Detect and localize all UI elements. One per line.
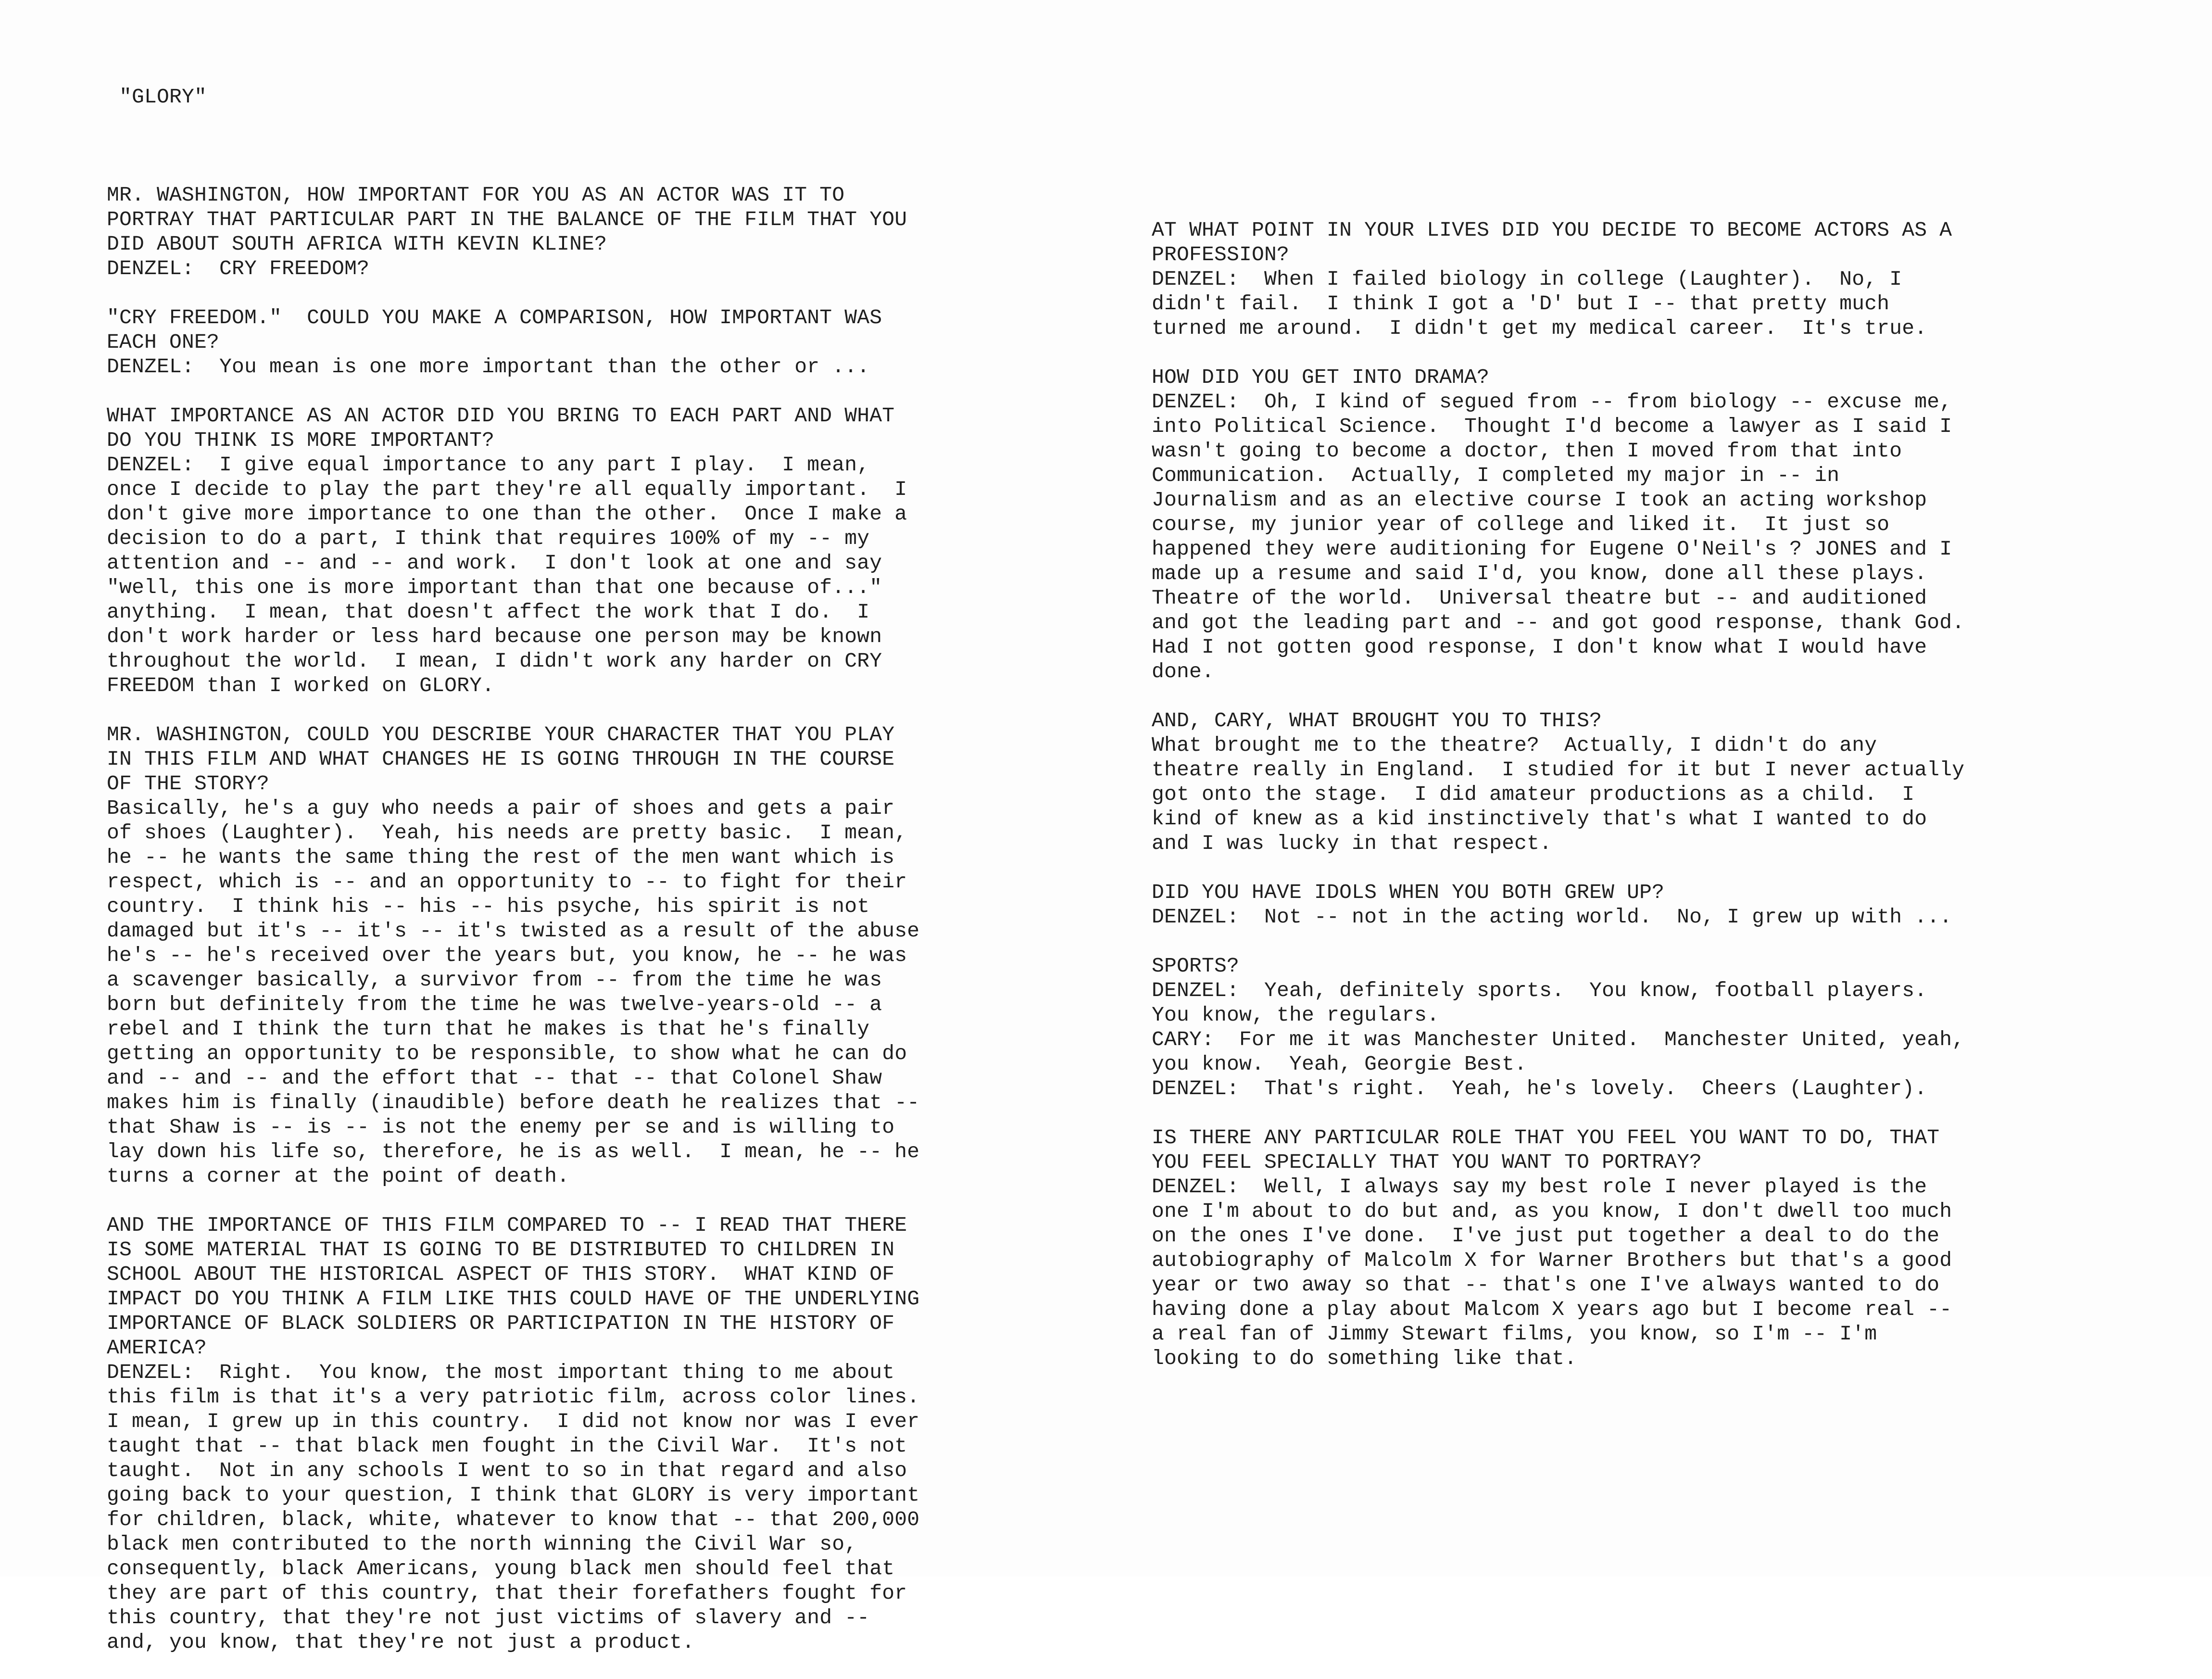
text-line: IS SOME MATERIAL THAT IS GOING TO BE DISTRIBUTED TO CHILDREN IN [107,1238,895,1262]
text-line: DENZEL: You mean is one more important than the other or ... [107,355,870,379]
text-line: turns a corner at the point of death. [107,1164,570,1188]
text-line: he's -- he's received over the years but, you know, he -- he was [107,944,907,967]
text-line: black men contributed to the north winning the Civil War so, [107,1532,857,1556]
text-line: Journalism and as an elective course I took an acting workshop [1152,488,1927,512]
text-line: DENZEL: Yeah, definitely sports. You know, football players. [1152,979,1927,1002]
text-line: looking to do something like that. [1152,1347,1577,1370]
text-line: into Political Science. Thought I'd become a lawyer as I said I [1152,415,1952,438]
qa-block [1152,880,1964,929]
text-line: this country, that they're not just victims of slavery and -- [107,1606,870,1629]
text-line: "well, this one is more important than that one because of..." [107,576,882,599]
text-line: DENZEL: Oh, I kind of segued from -- from biology -- excuse me, [1152,390,1952,414]
text-line: and got the leading part and -- and got good response, thank God. [1152,611,1965,634]
text-line: MR. WASHINGTON, HOW IMPORTANT FOR YOU AS AN ACTOR WAS IT TO [107,183,845,207]
text-line: FREEDOM than I worked on GLORY. [107,674,495,697]
text-line: MR. WASHINGTON, COULD YOU DESCRIBE YOUR CHARACTER THAT YOU PLAY [107,723,895,746]
text-line: DENZEL: Right. You know, the most important thing to me about [107,1361,895,1384]
text-line: SCHOOL ABOUT THE HISTORICAL ASPECT OF THIS STORY. WHAT KIND OF [107,1262,895,1286]
text-line: on the ones I've done. I've just put together a deal to do the [1152,1224,1940,1248]
text-line: SPORTS? [1152,954,1240,978]
text-line: EACH ONE? [107,330,220,354]
text-line: once I decide to play the part they're all equally important. I [107,478,907,501]
text-line: for children, black, white, whatever to know that -- that 200,000 [107,1508,920,1531]
text-line: DO YOU THINK IS MORE IMPORTANT? [107,429,495,452]
text-line: course, my junior year of college and liked it. It just so [1152,513,1890,536]
text-line: DENZEL: That's right. Yeah, he's lovely. Cheers (Laughter). [1152,1077,1927,1100]
text-line: anything. I mean, that doesn't affect the work that I do. I [107,600,870,624]
text-line: don't work harder or less hard because one person may be known [107,625,882,648]
qa-block [107,1213,919,1654]
text-line: having done a play about Malcom X years ago but I become real -- [1152,1298,1952,1321]
text-line: Had I not gotten good response, I don't know what I would have [1152,635,1927,659]
text-line: rebel and I think the turn that he makes is that he's finally [107,1017,870,1041]
text-line: I mean, I grew up in this country. I did not know nor was I ever [107,1410,920,1433]
text-line: Basically, he's a guy who needs a pair of shoes and gets a pair [107,796,895,820]
qa-block [107,404,919,698]
text-line: attention and -- and -- and work. I don't look at one and say [107,551,882,575]
qa-block [107,305,919,379]
text-line: IN THIS FILM AND WHAT CHANGES HE IS GOING THROUGH IN THE COURSE [107,747,895,771]
text-line: "CRY FREEDOM." COULD YOU MAKE A COMPARISON, HOW IMPORTANT WAS [107,306,882,329]
text-line: YOU FEEL SPECIALLY THAT YOU WANT TO PORTRAY? [1152,1150,1702,1174]
text-line: DENZEL: I give equal importance to any part I play. I mean, [107,453,870,477]
text-line: respect, which is -- and an opportunity to -- to fight for their [107,870,907,894]
right-column [1152,218,1964,1395]
text-line: year or two away so that -- that's one I've always wanted to do [1152,1273,1940,1297]
text-line: AND, CARY, WHAT BROUGHT YOU TO THIS? [1152,709,1602,732]
text-line: AND THE IMPORTANCE OF THIS FILM COMPARED TO -- I READ THAT THERE [107,1213,907,1237]
text-line: and I was lucky in that respect. [1152,832,1552,855]
text-line: AMERICA? [107,1336,207,1360]
text-line: AT WHAT POINT IN YOUR LIVES DID YOU DECIDE TO BECOME ACTORS AS A [1152,218,1952,242]
text-line: consequently, black Americans, young black men should feel that [107,1557,895,1580]
text-line: of shoes (Laughter). Yeah, his needs are pretty basic. I mean, [107,821,907,845]
text-line: decision to do a part, I think that requires 100% of my -- my [107,527,870,550]
text-line: done. [1152,660,1215,683]
text-line: getting an opportunity to be responsible, to show what he can do [107,1042,907,1065]
text-line: makes him is finally (inaudible) before death he realizes that -- [107,1091,920,1114]
text-line: autobiography of Malcolm X for Warner Brothers but that's a good [1152,1249,1952,1272]
text-line: PORTRAY THAT PARTICULAR PART IN THE BALANCE OF THE FILM THAT YOU [107,208,907,231]
text-line: happened they were auditioning for Eugene O'Neil's ? JONES and I [1152,537,1952,561]
text-line: a scavenger basically, a survivor from -- from the time he was [107,968,882,992]
text-line: going back to your question, I think that GLORY is very important [107,1483,920,1507]
text-line: you know. Yeah, Georgie Best. [1152,1052,1527,1076]
qa-block [1152,954,1964,1101]
text-line: Communication. Actually, I completed my major in -- in [1152,464,1840,487]
qa-block [1152,708,1964,856]
text-line: DID ABOUT SOUTH AFRICA WITH KEVIN KLINE? [107,232,607,256]
text-line: DENZEL: CRY FREEDOM? [107,257,370,280]
text-line: OF THE STORY? [107,772,270,795]
text-line: didn't fail. I think I got a 'D' but I -- that pretty much [1152,292,1890,316]
text-line: country. I think his -- his -- his psyche, his spirit is not [107,895,870,918]
text-line: DENZEL: Well, I always say my best role I never played is the [1152,1175,1927,1199]
text-line: damaged but it's -- it's -- it's twisted as a result of the abuse [107,919,920,943]
text-line: he -- he wants the same thing the rest of the men want which is [107,846,895,869]
text-line: and -- and -- and the effort that -- that -- that Colonel Shaw [107,1066,882,1090]
text-line: and, you know, that they're not just a product. [107,1630,695,1654]
text-line: wasn't going to become a doctor, then I moved from that into [1152,439,1902,463]
left-column [107,36,919,1679]
text-line: IMPORTANCE OF BLACK SOLDIERS OR PARTICIPATION IN THE HISTORY OF [107,1312,895,1335]
text-line: HOW DID YOU GET INTO DRAMA? [1152,366,1490,389]
text-line: they are part of this country, that their forefathers fought for [107,1581,907,1605]
text-line: DID YOU HAVE IDOLS WHEN YOU BOTH GREW UP? [1152,881,1665,904]
text-line: taught. Not in any schools I went to so in that regard and also [107,1459,907,1482]
qa-block [107,183,919,281]
text-line: don't give more importance to one than the other. Once I make a [107,502,907,526]
text-line: PROFESSION? [1152,243,1290,266]
text-line: a real fan of Jimmy Stewart films, you know, so I'm -- I'm [1152,1322,1877,1346]
text-line: theatre really in England. I studied for it but I never actually [1152,758,1965,782]
text-line: What brought me to the theatre? Actually, I didn't do any [1152,733,1877,757]
text-line: IS THERE ANY PARTICULAR ROLE THAT YOU FEEL YOU WANT TO DO, THAT [1152,1126,1940,1149]
text-line: DENZEL: Not -- not in the acting world. No, I grew up with ... [1152,905,1952,929]
qa-block [1152,365,1964,684]
text-line: lay down his life so, therefore, he is as well. I mean, he -- he [107,1140,920,1163]
text-line: You know, the regulars. [1152,1003,1440,1027]
text-line: throughout the world. I mean, I didn't work any harder on CRY [107,649,882,673]
text-line: born but definitely from the time he was twelve-years-old -- a [107,993,882,1016]
qa-block [1152,1125,1964,1371]
text-line: made up a resume and said I'd, you know, done all these plays. [1152,562,1927,585]
qa-block [1152,218,1964,341]
text-line: CARY: For me it was Manchester United. Manchester United, yeah, [1152,1028,1965,1051]
text-line: taught that -- that black men fought in the Civil War. It's not [107,1434,907,1458]
document-title: "GLORY" [119,85,207,109]
text-line: one I'm about to do but and, as you know, I don't dwell too much [1152,1199,1952,1223]
text-line: this film is that it's a very patriotic film, across color lines. [107,1385,920,1409]
text-line: that Shaw is -- is -- is not the enemy per se and is willing to [107,1115,895,1139]
text-line: IMPACT DO YOU THINK A FILM LIKE THIS COULD HAVE OF THE UNDERLYING [107,1287,920,1311]
text-line: got onto the stage. I did amateur productions as a child. I [1152,783,1915,806]
qa-block [107,722,919,1188]
text-line: DENZEL: When I failed biology in college (Laughter). No, I [1152,267,1902,291]
text-line: Theatre of the world. Universal theatre but -- and auditioned [1152,586,1927,610]
text-line: turned me around. I didn't get my medical career. It's true. [1152,316,1927,340]
text-line: WHAT IMPORTANCE AS AN ACTOR DID YOU BRING TO EACH PART AND WHAT [107,404,895,428]
text-line: kind of knew as a kid instinctively that's what I wanted to do [1152,807,1927,831]
